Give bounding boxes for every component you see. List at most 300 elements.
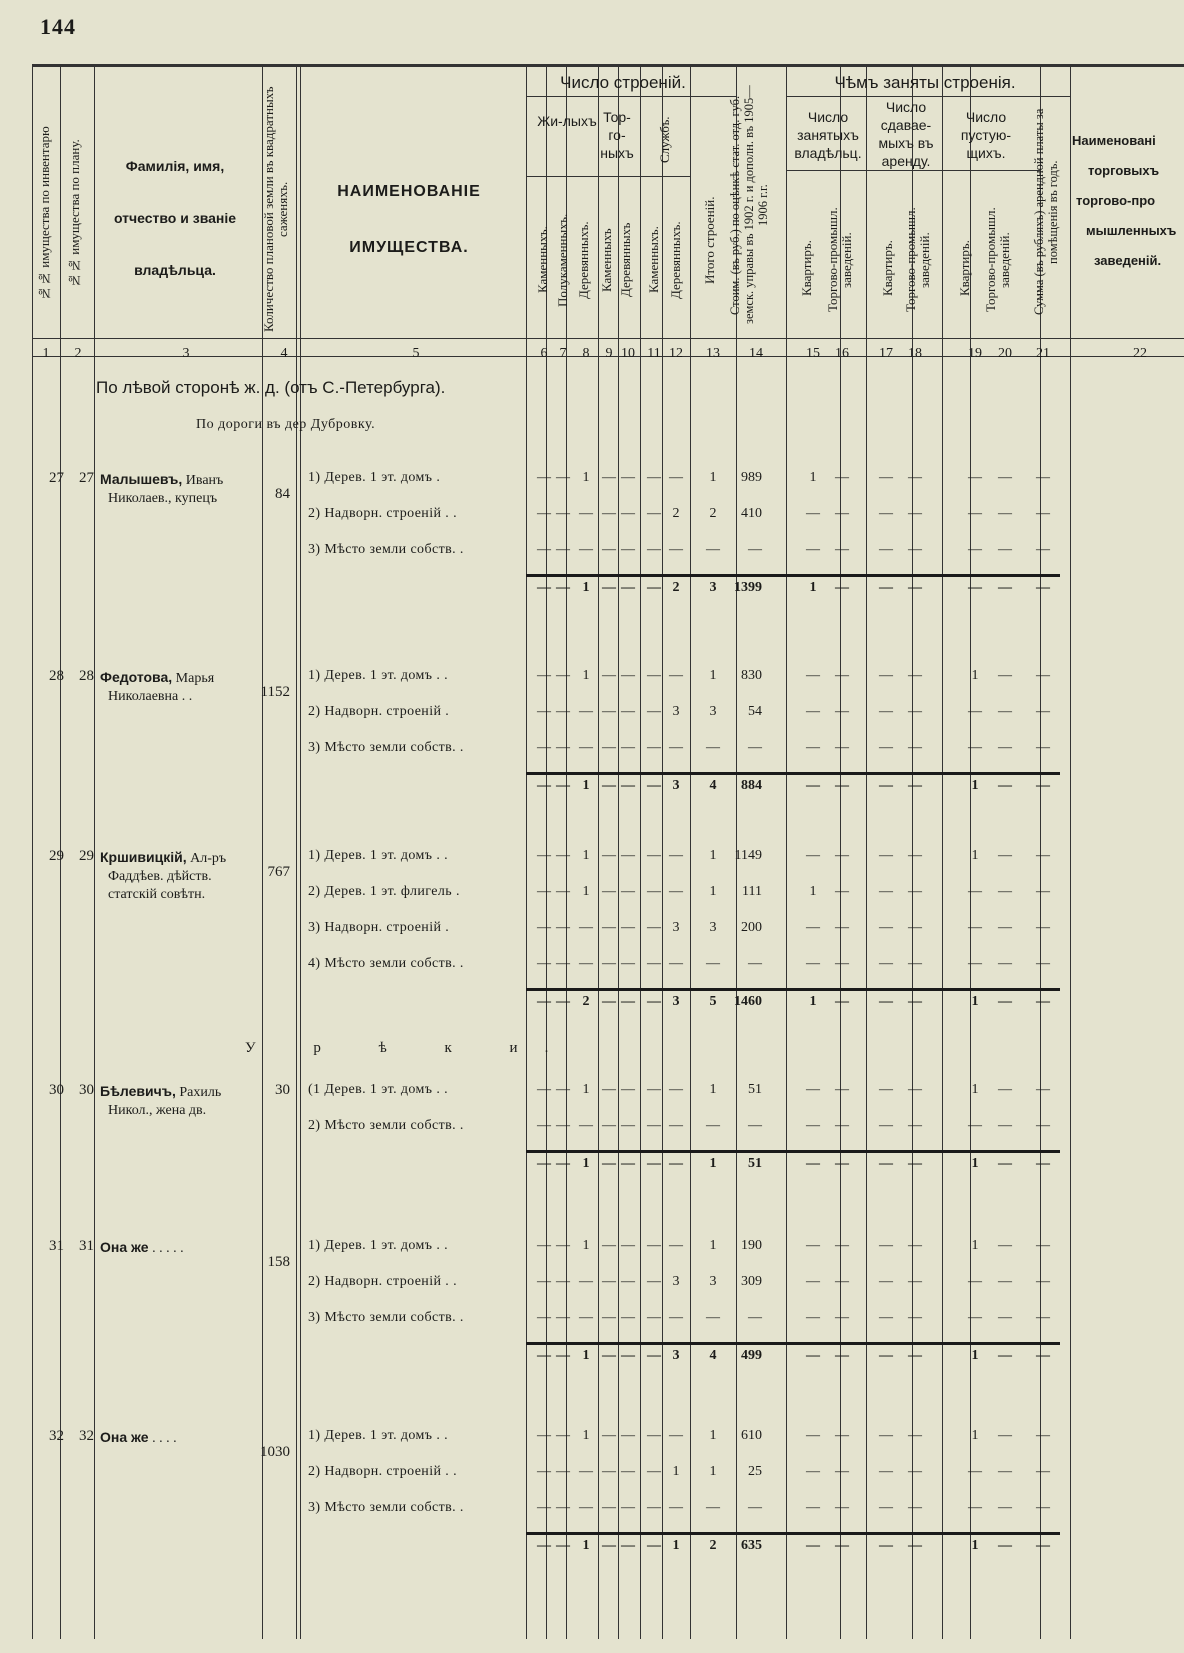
total-cell-c17: — bbox=[879, 778, 893, 793]
subtotal-rule bbox=[526, 772, 1060, 775]
cell-c18: — bbox=[908, 956, 922, 971]
owner-detail-line: Николаев., купецъ bbox=[108, 491, 218, 506]
plan-number: 27 bbox=[79, 470, 94, 486]
cell-c19: — bbox=[968, 1464, 982, 1479]
total-cell-c17: — bbox=[879, 1348, 893, 1363]
cell-c20: — bbox=[998, 470, 1012, 485]
cell-c21: — bbox=[1036, 704, 1050, 719]
header-c15: Квартиръ. bbox=[799, 240, 814, 296]
cell-c21: — bbox=[1036, 848, 1050, 863]
cell-c9: — bbox=[602, 1082, 616, 1097]
cell-c10: — bbox=[621, 668, 635, 683]
cell-c10: — bbox=[621, 1118, 635, 1133]
cell-c12: — bbox=[669, 1500, 683, 1515]
grid-horizontal-rule bbox=[786, 170, 1040, 171]
header-c13: Итого строеній. bbox=[702, 196, 717, 284]
column-number: 1 bbox=[42, 346, 50, 361]
cell-c12: 3 bbox=[672, 704, 680, 719]
cell-c12: — bbox=[669, 470, 683, 485]
owner-detail-line: статскій совѣтн. bbox=[108, 887, 206, 902]
cell-c20: — bbox=[998, 1464, 1012, 1479]
total-cell-c15: — bbox=[806, 778, 820, 793]
cell-c15: — bbox=[806, 848, 820, 863]
total-cell-c13: 4 bbox=[709, 1348, 717, 1363]
header-enterprises bbox=[1072, 126, 1184, 276]
cell-c15: — bbox=[806, 920, 820, 935]
header-owner-occupied bbox=[792, 108, 864, 162]
cell-c8: 1 bbox=[582, 470, 590, 485]
cell-c11: — bbox=[647, 740, 661, 755]
cell-c16: — bbox=[835, 668, 849, 683]
cell-c6: — bbox=[537, 848, 551, 863]
property-item-label: 3) Мѣсто земли собств. . bbox=[308, 542, 464, 557]
property-item-label: 2) Надворн. строеній . . bbox=[308, 1464, 457, 1479]
total-cell-c12: 1 bbox=[672, 1538, 680, 1553]
owner-given-name: Рахиль bbox=[175, 1085, 222, 1100]
cell-c6: — bbox=[537, 704, 551, 719]
cell-c15: — bbox=[806, 542, 820, 557]
subtotal-rule bbox=[526, 1342, 1060, 1345]
cell-c15: — bbox=[806, 956, 820, 971]
total-cell-c6: — bbox=[537, 1348, 551, 1363]
total-cell-c7: — bbox=[556, 1156, 570, 1171]
total-cell-c15: — bbox=[806, 1538, 820, 1553]
total-cell-c11: — bbox=[647, 1156, 661, 1171]
cell-c19: 1 bbox=[971, 1082, 979, 1097]
cell-c13: 3 bbox=[709, 920, 717, 935]
cell-c8: 1 bbox=[582, 848, 590, 863]
cell-c10: — bbox=[621, 848, 635, 863]
cell-c20: — bbox=[998, 884, 1012, 899]
total-cell-c9: — bbox=[602, 778, 616, 793]
total-cell-c8: 1 bbox=[582, 1348, 590, 1363]
cell-c21: — bbox=[1036, 1082, 1050, 1097]
cell-c7: — bbox=[556, 1118, 570, 1133]
cell-c20: — bbox=[998, 1500, 1012, 1515]
cell-c18: — bbox=[908, 1082, 922, 1097]
total-cell-c13: 5 bbox=[709, 994, 717, 1009]
cell-c17: — bbox=[879, 704, 893, 719]
total-cell-c6: — bbox=[537, 1156, 551, 1171]
cell-c6: — bbox=[537, 1500, 551, 1515]
header-service: Службъ. bbox=[657, 116, 672, 164]
cell-c12: — bbox=[669, 956, 683, 971]
cell-c14-value: 54 bbox=[748, 704, 762, 719]
cell-c17: — bbox=[879, 1310, 893, 1325]
cell-c12: 1 bbox=[672, 1464, 680, 1479]
cell-c21: — bbox=[1036, 470, 1050, 485]
cell-c12: — bbox=[669, 1310, 683, 1325]
cell-c14-value: 610 bbox=[741, 1428, 762, 1443]
cell-c7: — bbox=[556, 884, 570, 899]
plan-number: 32 bbox=[79, 1428, 94, 1444]
total-cell-c9: — bbox=[602, 1538, 616, 1553]
header-c8: Деревянныхъ. bbox=[576, 221, 591, 299]
cell-c11: — bbox=[647, 668, 661, 683]
cell-c21: — bbox=[1036, 920, 1050, 935]
owner-given-name: Марья bbox=[172, 671, 215, 686]
cell-c16: — bbox=[835, 704, 849, 719]
header-c17: Квартиръ. bbox=[880, 240, 895, 296]
header-enterprises-line-5: заведеній. bbox=[1094, 253, 1162, 268]
cell-c18: — bbox=[908, 542, 922, 557]
total-cell-c7: — bbox=[556, 778, 570, 793]
cell-c11: — bbox=[647, 542, 661, 557]
inventory-number: 29 bbox=[49, 848, 64, 864]
total-cell-c12: 3 bbox=[672, 994, 680, 1009]
column-number: 12 bbox=[669, 346, 683, 361]
column-number: 11 bbox=[647, 346, 661, 361]
cell-c20: — bbox=[998, 920, 1012, 935]
total-cell-c13: 1 bbox=[709, 1156, 717, 1171]
cell-c9: — bbox=[602, 1464, 616, 1479]
owner-detail-line: Фаддѣев. дѣйств. bbox=[108, 869, 212, 884]
grid-vertical-rule bbox=[300, 64, 301, 1639]
cell-c10: — bbox=[621, 1428, 635, 1443]
cell-c8: — bbox=[579, 1274, 593, 1289]
total-cell-c11: — bbox=[647, 580, 661, 595]
cell-c11: — bbox=[647, 920, 661, 935]
cell-c6: — bbox=[537, 668, 551, 683]
header-enterprises-line-3: торгово-про bbox=[1076, 193, 1156, 208]
column-number: 16 bbox=[835, 346, 849, 361]
header-empty-line-3: щихъ. bbox=[966, 145, 1006, 161]
cell-c19: — bbox=[968, 920, 982, 935]
cell-c9: — bbox=[602, 1500, 616, 1515]
total-cell-c6: — bbox=[537, 1538, 551, 1553]
cell-c12: — bbox=[669, 1238, 683, 1253]
cell-c11: — bbox=[647, 1118, 661, 1133]
cell-c7: — bbox=[556, 956, 570, 971]
cell-c6: — bbox=[537, 542, 551, 557]
property-item-label: 2) Надворн. строеній . bbox=[308, 704, 450, 719]
cell-c8: — bbox=[579, 740, 593, 755]
cell-c9: — bbox=[602, 1428, 616, 1443]
column-number: 5 bbox=[412, 346, 420, 361]
cell-c10: — bbox=[621, 1238, 635, 1253]
cell-c7: — bbox=[556, 470, 570, 485]
cell-c11: — bbox=[647, 848, 661, 863]
total-cell-c14: 1399 bbox=[734, 580, 762, 595]
cell-c19: — bbox=[968, 1310, 982, 1325]
total-cell-c14: 51 bbox=[748, 1156, 762, 1171]
grid-horizontal-rule bbox=[32, 64, 1184, 67]
cell-c19: — bbox=[968, 470, 982, 485]
column-number: 15 bbox=[806, 346, 820, 361]
column-number: 18 bbox=[908, 346, 922, 361]
total-cell-c19: 1 bbox=[971, 1538, 979, 1553]
section-title: По лѣвой сторонѣ ж. д. (отъ С.-Петербурга). bbox=[96, 378, 446, 397]
header-c12: Деревянныхъ. bbox=[668, 221, 683, 299]
total-cell-c19: 1 bbox=[971, 994, 979, 1009]
cell-c16: — bbox=[835, 920, 849, 935]
land-area: 1152 bbox=[260, 684, 290, 700]
cell-c13: — bbox=[706, 1500, 720, 1515]
grid-vertical-rule bbox=[32, 64, 33, 1639]
total-cell-c15: 1 bbox=[809, 580, 817, 595]
owner-surname: Малышевъ, bbox=[100, 471, 183, 487]
cell-c17: — bbox=[879, 1118, 893, 1133]
cell-c10: — bbox=[621, 506, 635, 521]
cell-c7: — bbox=[556, 848, 570, 863]
cell-c9: — bbox=[602, 704, 616, 719]
total-cell-c11: — bbox=[647, 994, 661, 1009]
cell-c14-value: 51 bbox=[748, 1082, 762, 1097]
cell-c12: — bbox=[669, 1118, 683, 1133]
header-property-line-2: ИМУЩЕСТВА. bbox=[349, 239, 469, 256]
total-cell-c14: 499 bbox=[741, 1348, 762, 1363]
cell-c8: — bbox=[579, 704, 593, 719]
land-area: 158 bbox=[267, 1254, 290, 1270]
cell-c8: 1 bbox=[582, 1238, 590, 1253]
cell-c12: — bbox=[669, 1082, 683, 1097]
total-cell-c13: 2 bbox=[709, 1538, 717, 1553]
cell-c20: — bbox=[998, 1274, 1012, 1289]
cell-c16: — bbox=[835, 1428, 849, 1443]
cell-c15: — bbox=[806, 668, 820, 683]
cell-c16: — bbox=[835, 1310, 849, 1325]
cell-c13: 1 bbox=[709, 848, 717, 863]
subtotal-rule bbox=[526, 1532, 1060, 1535]
cell-c7: — bbox=[556, 1310, 570, 1325]
cell-c14-value: — bbox=[748, 956, 762, 971]
cell-c12: 2 bbox=[672, 506, 680, 521]
cell-c14-value: 1149 bbox=[734, 848, 762, 863]
cell-c14-value: 111 bbox=[742, 884, 762, 899]
cell-c14-value: — bbox=[748, 1118, 762, 1133]
total-cell-c8: 2 bbox=[582, 994, 590, 1009]
header-owner-line-3: владѣльца. bbox=[134, 262, 216, 278]
plan-number: 30 bbox=[79, 1082, 94, 1098]
header-property-name bbox=[304, 164, 514, 276]
grid-vertical-rule bbox=[296, 64, 297, 1639]
total-cell-c7: — bbox=[556, 1538, 570, 1553]
header-rented-line-1: Число bbox=[885, 99, 927, 115]
land-area: 84 bbox=[275, 486, 290, 502]
cell-c8: — bbox=[579, 1464, 593, 1479]
total-cell-c6: — bbox=[537, 778, 551, 793]
cell-c21: — bbox=[1036, 668, 1050, 683]
property-item-label: 3) Мѣсто земли собств. . bbox=[308, 1500, 464, 1515]
header-c14: Стоим. (въ руб.) по оцѣнкѣ стат. отд. губ. земск. управы въ 1902 г. и дополн. въ 1905—1906 г.г. bbox=[728, 85, 770, 325]
grid-vertical-rule bbox=[526, 64, 527, 1639]
cell-c16: — bbox=[835, 506, 849, 521]
cell-c21: — bbox=[1036, 884, 1050, 899]
cell-c20: — bbox=[998, 668, 1012, 683]
cell-c13: 3 bbox=[709, 704, 717, 719]
cell-c6: — bbox=[537, 1428, 551, 1443]
plan-number: 31 bbox=[79, 1238, 94, 1254]
total-cell-c13: 4 bbox=[709, 778, 717, 793]
total-cell-c16: — bbox=[835, 994, 849, 1009]
header-enterprises-line-4: мышленныхъ bbox=[1086, 223, 1177, 238]
column-number: 7 bbox=[559, 346, 567, 361]
cell-c16: — bbox=[835, 740, 849, 755]
owner-given-name: Ал-ръ bbox=[186, 851, 227, 866]
cell-c7: — bbox=[556, 1274, 570, 1289]
total-cell-c17: — bbox=[879, 580, 893, 595]
column-number: 14 bbox=[749, 346, 763, 361]
header-c16: Торгово-промышл. заведеній. bbox=[825, 207, 854, 313]
cell-c15: — bbox=[806, 704, 820, 719]
property-item-label: 1) Дерев. 1 эт. домъ . . bbox=[308, 848, 449, 863]
header-living: Жи-лыхъ bbox=[537, 113, 597, 129]
cell-c16: — bbox=[835, 470, 849, 485]
cell-c14-value: 309 bbox=[741, 1274, 762, 1289]
cell-c15: — bbox=[806, 740, 820, 755]
cell-c8: — bbox=[579, 1118, 593, 1133]
cell-c18: — bbox=[908, 668, 922, 683]
header-empty-line-1: Число bbox=[965, 109, 1007, 125]
cell-c19: — bbox=[968, 1118, 982, 1133]
total-cell-c10: — bbox=[621, 1538, 635, 1553]
plan-number: 29 bbox=[79, 848, 94, 864]
total-cell-c12: 2 bbox=[672, 580, 680, 595]
cell-c21: — bbox=[1036, 1464, 1050, 1479]
column-number: 4 bbox=[280, 346, 288, 361]
cell-c10: — bbox=[621, 470, 635, 485]
cell-c16: — bbox=[835, 848, 849, 863]
total-cell-c12: — bbox=[669, 1156, 683, 1171]
plan-number: 28 bbox=[79, 668, 94, 684]
cell-c18: — bbox=[908, 1500, 922, 1515]
owner-name bbox=[100, 1082, 221, 1120]
cell-c6: — bbox=[537, 740, 551, 755]
owner-given-name: Иванъ bbox=[182, 473, 224, 488]
cell-c16: — bbox=[835, 1274, 849, 1289]
header-c21: Сумма (въ рубляхъ) арендной платы за помѣщенія въ годъ. bbox=[1032, 108, 1060, 316]
cell-c8: — bbox=[579, 542, 593, 557]
cell-c15: 1 bbox=[809, 884, 817, 899]
cell-c9: — bbox=[602, 956, 616, 971]
cell-c8: 1 bbox=[582, 1082, 590, 1097]
cell-c19: 1 bbox=[971, 1238, 979, 1253]
header-buildings-count: Число строеній. bbox=[560, 73, 686, 92]
cell-c10: — bbox=[621, 956, 635, 971]
cell-c21: — bbox=[1036, 740, 1050, 755]
property-item-label: 1) Дерев. 1 эт. домъ . . bbox=[308, 668, 449, 683]
header-land-area: Количество плановой земли въ квадратныхъ саженяхъ. bbox=[261, 86, 290, 332]
total-cell-c21: — bbox=[1036, 580, 1050, 595]
header-enterprises-line-2: торговыхъ bbox=[1088, 163, 1160, 178]
column-number: 21 bbox=[1036, 346, 1050, 361]
property-item-label: 2) Надворн. строеній . . bbox=[308, 1274, 457, 1289]
cell-c18: — bbox=[908, 506, 922, 521]
total-cell-c6: — bbox=[537, 994, 551, 1009]
cell-c19: — bbox=[968, 1274, 982, 1289]
cell-c7: — bbox=[556, 668, 570, 683]
cell-c7: — bbox=[556, 506, 570, 521]
header-c11: Каменныхъ. bbox=[646, 226, 661, 294]
cell-c15: — bbox=[806, 1464, 820, 1479]
cell-c16: — bbox=[835, 1118, 849, 1133]
header-c9: Каменныхъ bbox=[599, 228, 614, 292]
cell-c17: — bbox=[879, 668, 893, 683]
land-area: 1030 bbox=[260, 1444, 290, 1460]
cell-c17: — bbox=[879, 1082, 893, 1097]
cell-c14-value: — bbox=[748, 1310, 762, 1325]
cell-c20: — bbox=[998, 1118, 1012, 1133]
total-cell-c18: — bbox=[908, 994, 922, 1009]
column-number: 3 bbox=[182, 346, 190, 361]
cell-c21: — bbox=[1036, 1310, 1050, 1325]
cell-c20: — bbox=[998, 506, 1012, 521]
cell-c21: — bbox=[1036, 1118, 1050, 1133]
header-rented bbox=[868, 98, 944, 170]
total-cell-c18: — bbox=[908, 778, 922, 793]
cell-c11: — bbox=[647, 884, 661, 899]
property-item-label: (1 Дерев. 1 эт. домъ . . bbox=[308, 1082, 449, 1097]
cell-c19: — bbox=[968, 704, 982, 719]
cell-c17: — bbox=[879, 848, 893, 863]
owner-detail-line: Николаевна . . bbox=[108, 689, 193, 704]
header-rented-line-4: аренду. bbox=[881, 153, 931, 169]
total-cell-c18: — bbox=[908, 580, 922, 595]
header-trade: Тор-го-ныхъ bbox=[600, 109, 634, 161]
total-cell-c21: — bbox=[1036, 778, 1050, 793]
subtotal-rule bbox=[526, 1150, 1060, 1153]
cell-c19: — bbox=[968, 506, 982, 521]
header-owner-line-1: Фамилія, имя, bbox=[125, 158, 225, 174]
cell-c10: — bbox=[621, 1310, 635, 1325]
cell-c15: — bbox=[806, 1238, 820, 1253]
header-rented-line-2: сдавае- bbox=[880, 117, 932, 133]
column-number: 13 bbox=[706, 346, 720, 361]
cell-c9: — bbox=[602, 1310, 616, 1325]
grid-vertical-rule bbox=[1070, 64, 1071, 1639]
header-c20: Торгово-промышл. заведеній. bbox=[983, 207, 1012, 313]
cell-c19: — bbox=[968, 542, 982, 557]
total-cell-c7: — bbox=[556, 580, 570, 595]
cell-c8: — bbox=[579, 1500, 593, 1515]
cell-c13: 2 bbox=[709, 506, 717, 521]
column-number: 2 bbox=[74, 346, 82, 361]
cell-c10: — bbox=[621, 920, 635, 935]
total-cell-c12: 3 bbox=[672, 1348, 680, 1363]
total-cell-c10: — bbox=[621, 994, 635, 1009]
cell-c6: — bbox=[537, 1082, 551, 1097]
cell-c10: — bbox=[621, 542, 635, 557]
total-cell-c16: — bbox=[835, 1538, 849, 1553]
header-c6: Каменныхъ. bbox=[535, 226, 550, 294]
cell-c20: — bbox=[998, 704, 1012, 719]
cell-c14-value: — bbox=[748, 542, 762, 557]
cell-c11: — bbox=[647, 1428, 661, 1443]
column-number: 17 bbox=[879, 346, 893, 361]
cell-c8: 1 bbox=[582, 884, 590, 899]
total-cell-c21: — bbox=[1036, 1156, 1050, 1171]
cell-c15: — bbox=[806, 1082, 820, 1097]
cell-c9: — bbox=[602, 470, 616, 485]
cell-c13: — bbox=[706, 1118, 720, 1133]
cell-c18: — bbox=[908, 1118, 922, 1133]
property-item-label: 3) Мѣсто земли собств. . bbox=[308, 1310, 464, 1325]
cell-c16: — bbox=[835, 956, 849, 971]
cell-c6: — bbox=[537, 884, 551, 899]
total-cell-c14: 635 bbox=[741, 1538, 762, 1553]
cell-c10: — bbox=[621, 704, 635, 719]
grid-vertical-rule bbox=[786, 64, 787, 1639]
cell-c11: — bbox=[647, 1238, 661, 1253]
header-owner-occupied-line-2: занятыхъ bbox=[797, 127, 859, 143]
cell-c13: 1 bbox=[709, 1428, 717, 1443]
cell-c8: — bbox=[579, 1310, 593, 1325]
header-rented-line-3: мыхъ въ bbox=[878, 135, 934, 151]
cell-c18: — bbox=[908, 1464, 922, 1479]
header-property-line-1: НАИМЕНОВАНІЕ bbox=[337, 183, 481, 200]
cell-c19: — bbox=[968, 884, 982, 899]
header-plan-number: №№ имущества по плану. bbox=[67, 139, 82, 289]
